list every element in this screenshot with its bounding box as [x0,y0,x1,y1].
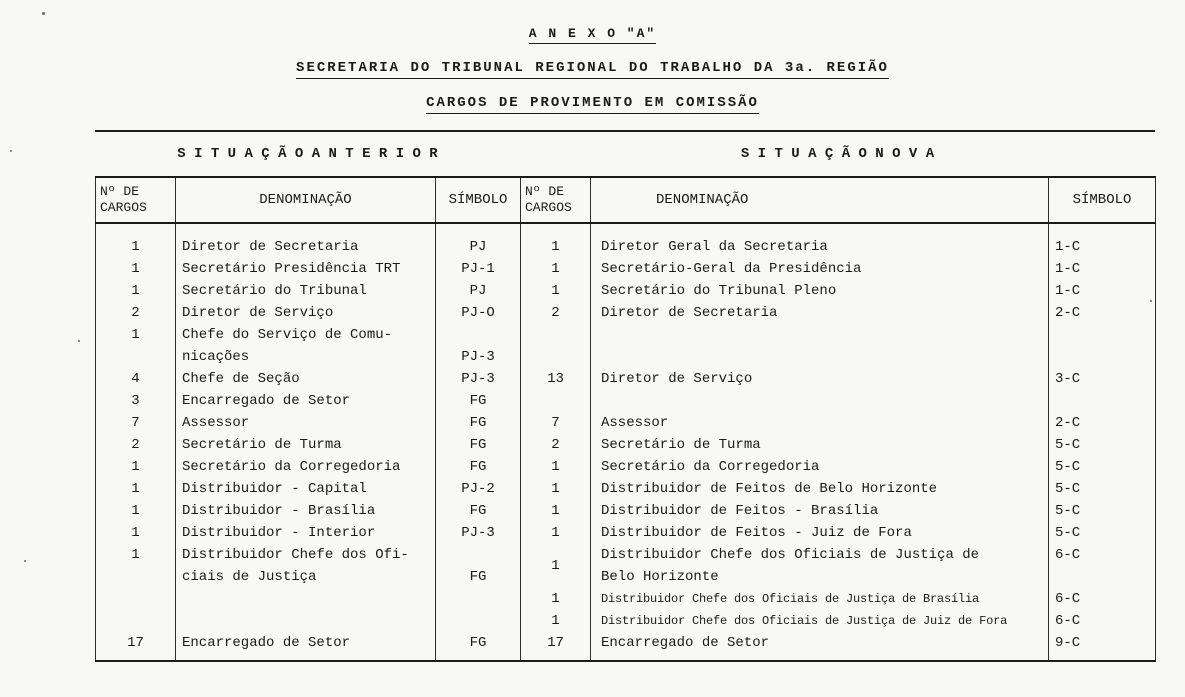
new-num-cargos-cell: 7 [521,412,591,434]
new-num-cargos-cell: 1 [521,280,591,302]
new-num-cargos-cell: 1 [521,522,591,544]
table-header-row [96,177,1156,223]
table-row [96,258,1156,280]
prev-num-cargos-cell: 1 [96,544,176,588]
scan-artifact [78,340,80,342]
table-row [96,434,1156,456]
table-header [96,177,1156,223]
new-simbolo-cell: 1-C [1049,258,1156,280]
table-row [96,588,1156,610]
prev-denominacao-cell: Encarregado de Setor [176,632,436,661]
prev-num-header-line2: CARGOS [100,200,147,215]
prev-simbolo-cell [436,610,521,632]
scan-artifact [42,12,45,15]
document-titles [0,0,1185,114]
prev-num-cargos-cell: 4 [96,368,176,390]
prev-simbolo-cell: PJ-3 [436,522,521,544]
new-num-cargos-cell: 1 [521,456,591,478]
new-denominacao-cell [591,390,1049,412]
table-row [96,478,1156,500]
prev-num-cargos-cell: 7 [96,412,176,434]
document-subtitle-secretaria: SECRETARIA DO TRIBUNAL REGIONAL DO TRABALHO DA 3a. REGIÃO [296,60,889,79]
new-denominacao-cell: Secretário da Corregedoria [591,456,1049,478]
prev-denominacao-cell: Diretor de Serviço [176,302,436,324]
prev-num-cargos-cell: 1 [96,456,176,478]
new-denominacao-cell: Encarregado de Setor [591,632,1049,661]
prev-simbolo-cell: FG [436,632,521,661]
document-subtitle-cargos: CARGOS DE PROVIMENTO EM COMISSÃO [426,95,759,114]
new-simbolo-cell: 9-C [1049,632,1156,661]
new-num-cargos-cell: 1 [521,223,591,258]
prev-num-cargos-cell: 2 [96,434,176,456]
prev-denominacao-cell: Assessor [176,412,436,434]
document-title: A N E X O "A" [529,26,656,44]
prev-num-cargos-cell [96,610,176,632]
new-denominacao-cell: Distribuidor Chefe dos Oficiais de Justiça de Brasília [591,588,1049,610]
new-denominacao-cell: Assessor [591,412,1049,434]
table-row [96,302,1156,324]
new-denominacao-header: DENOMINAÇÃO [591,177,1049,223]
prev-denominacao-cell: Distribuidor - Brasília [176,500,436,522]
table-row [96,390,1156,412]
table-row [96,456,1156,478]
new-num-cargos-cell: 2 [521,302,591,324]
new-num-cargos-cell: 1 [521,544,591,588]
table-row [96,500,1156,522]
new-simbolo-cell: 1-C [1049,223,1156,258]
new-num-cargos-cell: 1 [521,500,591,522]
new-simbolo-header: SÍMBOLO [1049,177,1156,223]
prev-num-cargos-header [96,177,176,223]
table-row [96,544,1156,588]
table-row [96,632,1156,661]
new-simbolo-cell [1049,390,1156,412]
new-num-cargos-cell: 17 [521,632,591,661]
prev-simbolo-cell: FG [436,434,521,456]
prev-simbolo-cell: FG [436,500,521,522]
new-num-cargos-header [521,177,591,223]
table-row [96,522,1156,544]
prev-denominacao-cell: Distribuidor - Interior [176,522,436,544]
new-simbolo-cell: 6-C [1049,610,1156,632]
prev-num-cargos-cell [96,588,176,610]
new-num-cargos-cell [521,324,591,368]
new-simbolo-cell [1049,324,1156,368]
new-denominacao-cell: Diretor de Secretaria [591,302,1049,324]
new-simbolo-cell: 5-C [1049,434,1156,456]
table-row [96,280,1156,302]
new-denominacao-cell: Distribuidor de Feitos - Juiz de Fora [591,522,1049,544]
new-num-cargos-cell: 2 [521,434,591,456]
table-row [96,412,1156,434]
table-body [96,223,1156,661]
prev-simbolo-cell: PJ-3 [436,324,521,368]
section-header-situacao-nova: S I T U A Ç Ã O N O V A [740,146,935,162]
prev-num-cargos-cell: 3 [96,390,176,412]
prev-denominacao-cell [176,610,436,632]
prev-simbolo-cell: PJ-2 [436,478,521,500]
section-headers [95,132,1155,176]
new-denominacao-cell: Diretor de Serviço [591,368,1049,390]
prev-num-cargos-cell: 17 [96,632,176,661]
new-denominacao-cell [591,324,1049,368]
prev-simbolo-cell: PJ-3 [436,368,521,390]
prev-denominacao-cell [176,588,436,610]
prev-num-cargos-cell: 1 [96,500,176,522]
prev-simbolo-cell [436,588,521,610]
prev-simbolo-cell: FG [436,390,521,412]
new-denominacao-cell: Secretário-Geral da Presidência [591,258,1049,280]
new-num-cargos-cell: 13 [521,368,591,390]
prev-denominacao-cell: Secretário da Corregedoria [176,456,436,478]
new-simbolo-cell: 1-C [1049,280,1156,302]
prev-denominacao-cell: Distribuidor Chefe dos Ofi- ciais de Justiça [176,544,436,588]
scan-artifact [24,560,26,562]
new-num-cargos-cell: 1 [521,588,591,610]
new-num-cargos-cell: 1 [521,478,591,500]
prev-num-cargos-cell: 2 [96,302,176,324]
prev-denominacao-cell: Encarregado de Setor [176,390,436,412]
prev-num-cargos-cell: 1 [96,258,176,280]
new-simbolo-cell: 2-C [1049,412,1156,434]
prev-simbolo-cell: PJ [436,223,521,258]
prev-simbolo-header: SÍMBOLO [436,177,521,223]
prev-denominacao-cell: Distribuidor - Capital [176,478,436,500]
prev-denominacao-cell: Secretário do Tribunal [176,280,436,302]
new-num-cargos-cell [521,390,591,412]
new-simbolo-cell: 6-C [1049,588,1156,610]
prev-denominacao-cell: Chefe de Seção [176,368,436,390]
table-row [96,610,1156,632]
prev-simbolo-cell: PJ [436,280,521,302]
new-denominacao-cell: Secretário do Tribunal Pleno [591,280,1049,302]
new-simbolo-cell: 6-C [1049,544,1156,588]
scan-artifact [1150,300,1152,302]
new-num-header-line1: Nº DE [525,184,565,199]
new-denominacao-cell: Diretor Geral da Secretaria [591,223,1049,258]
prev-denominacao-cell: Secretário Presidência TRT [176,258,436,280]
new-denominacao-cell: Secretário de Turma [591,434,1049,456]
new-denominacao-cell: Distribuidor Chefe dos Oficiais de Justiça de Juiz de Fora [591,610,1049,632]
prev-simbolo-cell: FG [436,544,521,588]
prev-num-header-line1: Nº DE [100,184,140,199]
prev-denominacao-cell: Diretor de Secretaria [176,223,436,258]
new-simbolo-cell: 5-C [1049,478,1156,500]
new-simbolo-cell: 5-C [1049,522,1156,544]
prev-simbolo-cell: PJ-O [436,302,521,324]
new-num-cargos-cell: 1 [521,610,591,632]
new-num-cargos-cell: 1 [521,258,591,280]
prev-num-cargos-cell: 1 [96,223,176,258]
prev-num-cargos-cell: 1 [96,280,176,302]
new-num-header-line2: CARGOS [525,200,572,215]
new-simbolo-cell: 2-C [1049,302,1156,324]
table-row [96,368,1156,390]
new-denominacao-cell: Distribuidor de Feitos de Belo Horizonte [591,478,1049,500]
new-simbolo-cell: 3-C [1049,368,1156,390]
prev-num-cargos-cell: 1 [96,478,176,500]
new-simbolo-cell: 5-C [1049,500,1156,522]
prev-num-cargos-cell: 1 [96,522,176,544]
prev-denominacao-cell: Chefe do Serviço de Comu- nicações [176,324,436,368]
cargos-table [95,176,1156,662]
table-row [96,324,1156,368]
new-denominacao-cell: Distribuidor de Feitos - Brasília [591,500,1049,522]
prev-denominacao-cell: Secretário de Turma [176,434,436,456]
scan-artifact [10,150,12,152]
section-header-situacao-anterior: S I T U A Ç Ã O A N T E R I O R [177,146,438,162]
prev-simbolo-cell: PJ-1 [436,258,521,280]
prev-denominacao-header: DENOMINAÇÃO [176,177,436,223]
prev-simbolo-cell: FG [436,412,521,434]
prev-simbolo-cell: FG [436,456,521,478]
new-simbolo-cell: 5-C [1049,456,1156,478]
prev-num-cargos-cell: 1 [96,324,176,368]
table-row [96,223,1156,258]
new-denominacao-cell: Distribuidor Chefe dos Oficiais de Justiça de Belo Horizonte [591,544,1049,588]
